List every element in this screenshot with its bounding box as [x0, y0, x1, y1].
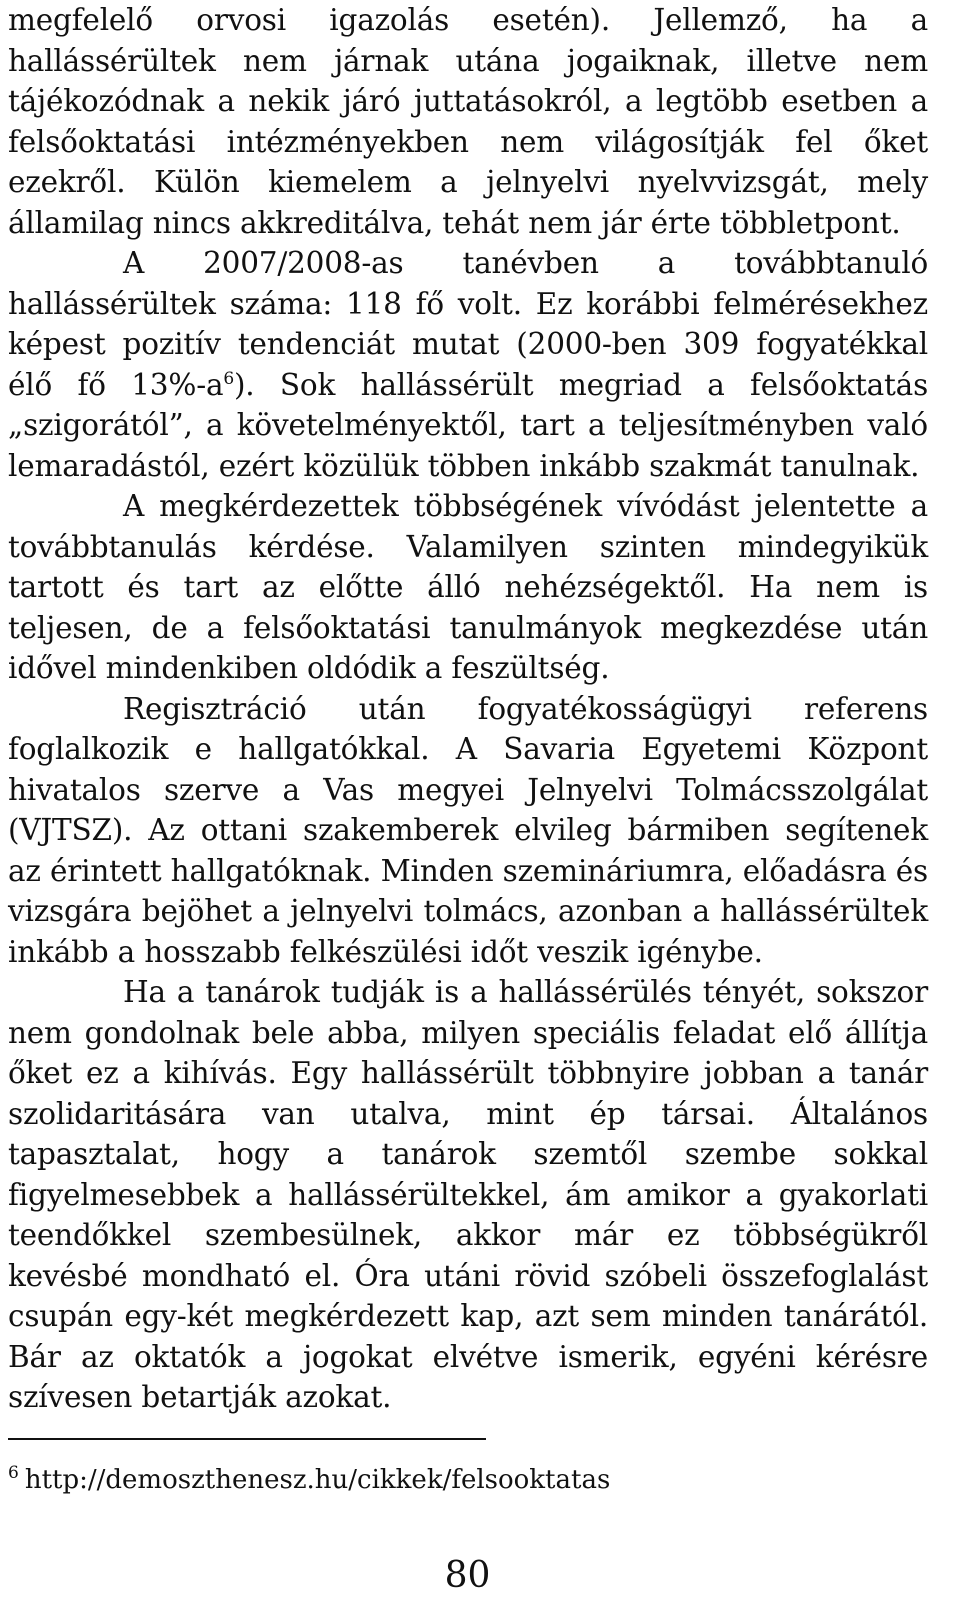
paragraph-text: A 2007/2008-as tanévben a továbbtanuló hallássérültek száma: 118 fő volt. Ez korábbi felmérésekhez képest pozitív tendenciát mutat (2000-ben 309 fogyatékkal élő fő 13%-a [8, 246, 928, 402]
footnote-mark: 6 [8, 1463, 19, 1484]
paragraph-text: ). Sok hallássérült megriad a felsőoktatás „szigorától”, a követelményektől, tart a teljesítményben való lemaradástól, ezért közülük többen inkább szakmát tanulnak. [8, 367, 929, 483]
paragraph-continuation: megfelelő orvosi igazolás esetén). Jellemző, ha a hallássérültek nem járnak utána jogaiknak, illetve nem tájékozódnak a nekik járó juttatásokról, a legtöbb esetben a felsőoktatási intézményekben nem világosítják fel őket ezekről. Külön kiemelem a jelnyelvi nyelvvizsgát, mely államilag nincs akkreditálva, tehát nem jár érte többletpont. [8, 3, 928, 240]
footnote-link[interactable]: http://demoszthenesz.hu/cikkek/felsooktatas [24, 1465, 611, 1495]
page-number: 80 [444, 1555, 491, 1596]
paragraph-enrollment-statistics [8, 243, 928, 486]
document-body [8, 0, 928, 1418]
footnote-reference[interactable]: 6 [223, 368, 234, 389]
footnote-separator [8, 1438, 486, 1440]
footnote [8, 1462, 610, 1498]
paragraph-teachers: Ha a tanárok tudják is a hallássérülés tényét, sokszor nem gondolnak bele abba, milyen speciális feladat elő állítja őket ez a kihívás. Egy hallássérült többnyire jobban a tanár szolidaritására van utalva, mint ép társai. Általános tapasztalat, hogy a tanárok szemtől szembe sokkal figyelmesebbek a hallássérültekkel, ám amikor a gyakorlati teendőkkel szembesülnek, akkor már ez többségükről kevésbé mondható el. Óra utáni rövid szóbeli összefoglalást csupán egy-két megkérdezett kap, azt sem minden tanárától. Bár az oktatók a jogokat elvétve ismerik, egyéni kérésre szívesen betartják azokat. [8, 975, 928, 1414]
paragraph-respondents: A megkérdezettek többségének vívódást jelentette a továbbtanulás kérdése. Valamilyen szinten mindegyikük tartott és tart az előtte álló nehézségektől. Ha nem is teljesen, de a felsőoktatási tanulmányok megkezdése után idővel mindenkiben oldódik a feszültség. [8, 489, 928, 685]
paragraph-registration: Regisztráció után fogyatékosságügyi referens foglalkozik e hallgatókkal. A Savaria Egyetemi Központ hivatalos szerve a Vas megyei Jelnyelvi Tolmácsszolgálat (VJTSZ). Az ottani szakemberek elvileg bármiben segítenek az érintett hallgatóknak. Minden szemináriumra, előadásra és vizsgára bejöhet a jelnyelvi tolmács, azonban a hallássérültek inkább a hosszabb felkészülési időt veszik igénybe. [8, 691, 928, 969]
